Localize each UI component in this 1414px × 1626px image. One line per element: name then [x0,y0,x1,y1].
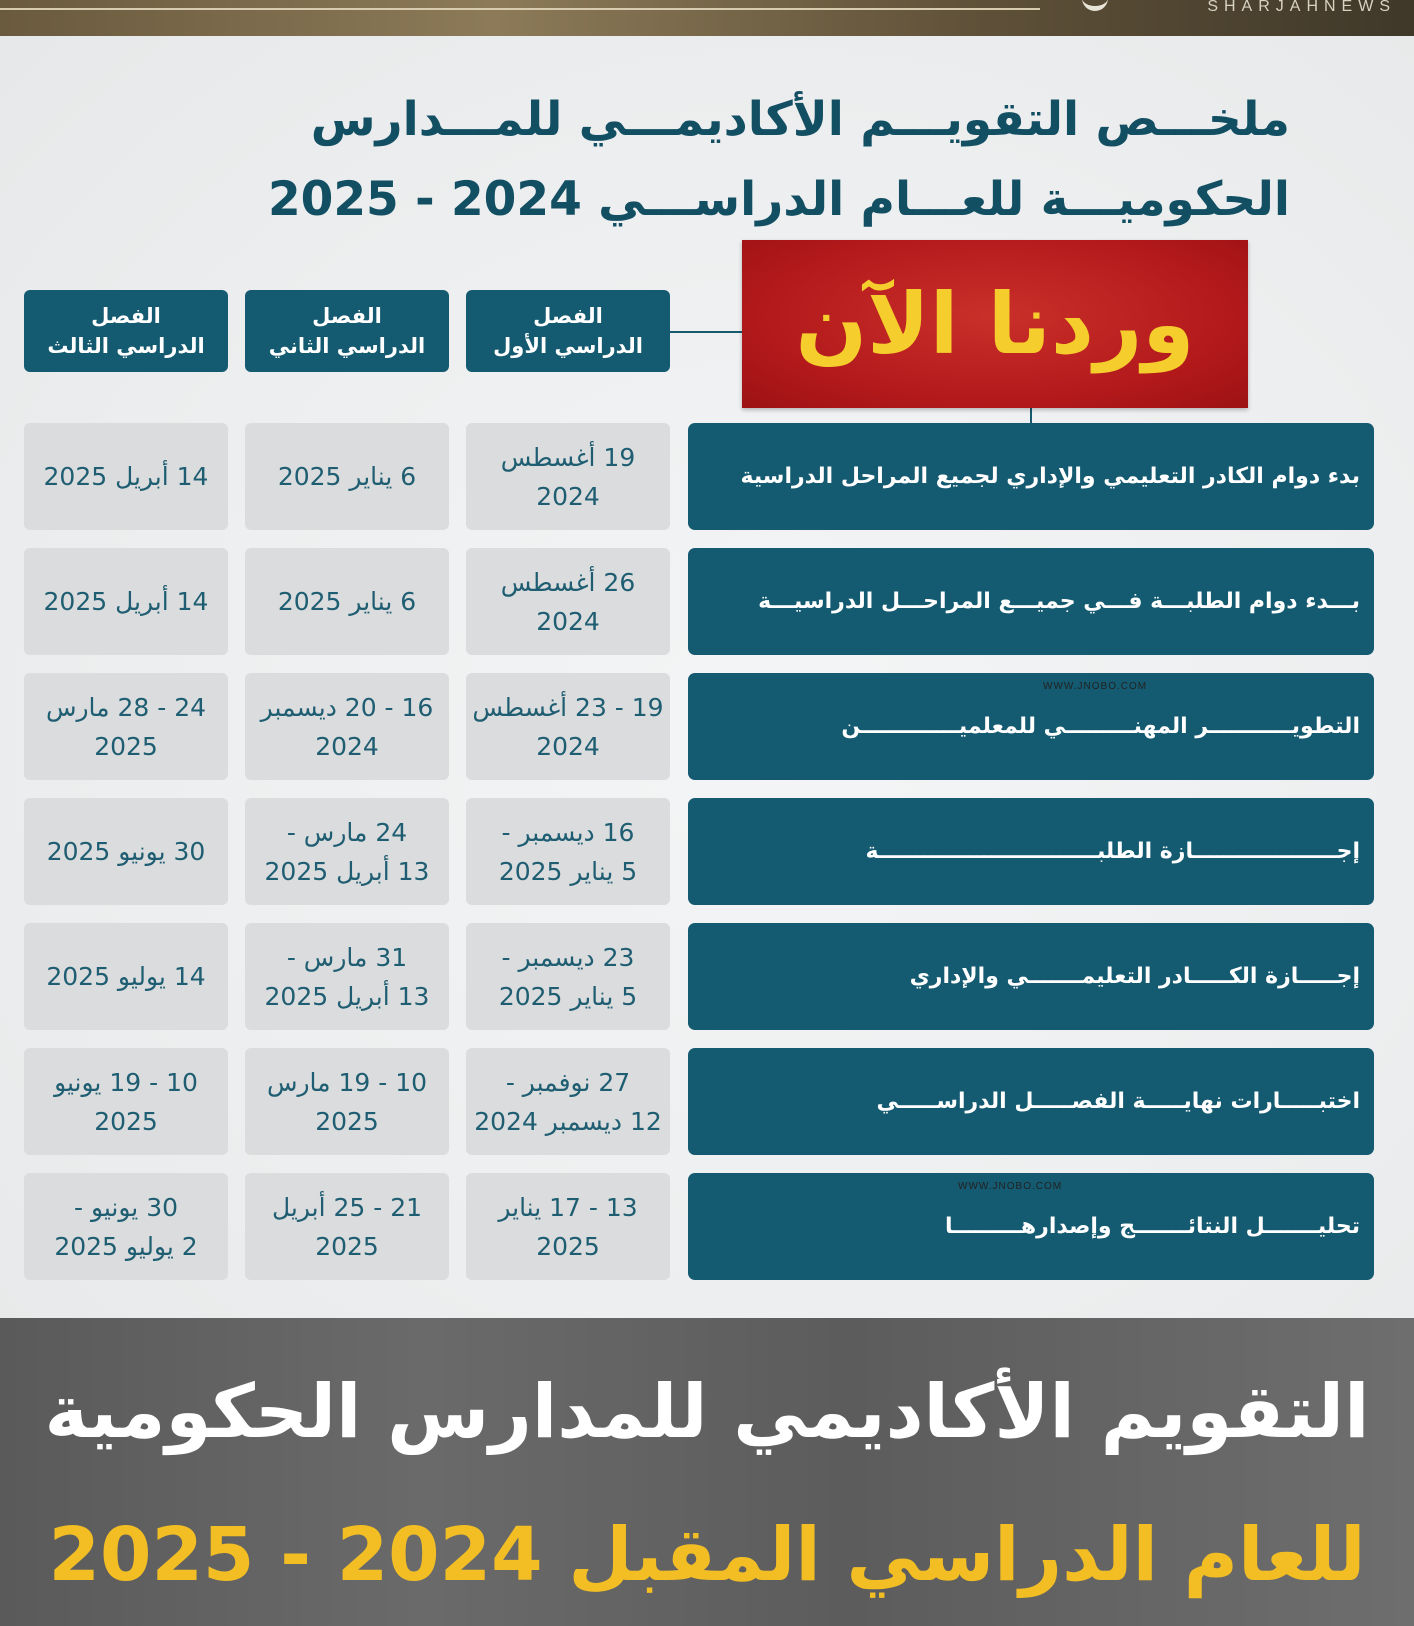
row-label: بدء دوام الكادر التعليمي والإداري لجميع المراحل الدراسية [688,423,1374,530]
cell-line: 14 أبريل 2025 [43,587,209,616]
cell-line: 27 نوفمبر - [505,1067,631,1097]
table-cell [245,1173,449,1280]
cell-line: 10 - 19 مارس [266,1067,428,1097]
cell-line: 10 - 19 يونيو [54,1067,198,1097]
cell-line: 2025 [315,1106,379,1136]
watermark: WWW.JNOBO.COM [958,1181,1063,1192]
term-header-line: الدراسي الثالث [47,334,205,358]
table-cell [24,1173,228,1280]
cell-line: 2024 [536,481,600,511]
page-title-line1: ملخـــص التقويـــم الأكاديمـــي للمـــدارس [310,92,1290,147]
cell-line: 2024 [315,731,379,761]
page-title-line2: الحكوميـــة للعـــام الدراســـي 2024 - 2025 [267,172,1290,227]
cell-line: 14 أبريل 2025 [43,462,209,491]
cell-line: 24 - 28 مارس [45,692,207,722]
footer-headline: التقويم الأكاديمي للمدارس الحكومية [44,1369,1370,1455]
row-label: إجـــــــــــــــــــازة الطلبـــــــــــــــــــــــــــــة [688,798,1374,905]
cell-line: 13 أبريل 2025 [264,856,430,886]
cell-line: 5 يناير 2025 [498,981,638,1011]
term-header-line: الدراسي الثاني [268,334,426,358]
term-header-third [24,290,228,372]
cell-line: 5 يناير 2025 [498,856,638,886]
table-cell [24,673,228,780]
table-cell [466,1048,670,1155]
breaking-news-label: وردنا الآن [795,275,1195,373]
cell-line: 21 - 25 أبريل [271,1192,423,1222]
table-cell [24,1048,228,1155]
row-label: إجـــــازة الكـــــادر التعليمـــــــي والإداري [688,923,1374,1030]
cell-line: 12 ديسمبر 2024 [474,1106,662,1136]
cell-line: 19 - 23 أغسطس [472,692,664,722]
cell-line: 2025 [315,1231,379,1261]
cell-line: 30 يونيو 2025 [46,837,206,866]
table-cell [245,423,449,530]
breaking-news-badge [742,240,1248,408]
table-cell [466,673,670,780]
cell-line: 16 - 20 ديسمبر [260,692,434,722]
cell-line: 23 ديسمبر - [501,942,635,972]
table-cell [24,923,228,1030]
cell-line: 2025 [536,1231,600,1261]
cell-line: 2 يوليو 2025 [54,1231,198,1261]
term-header-line: الفصل [533,304,603,328]
row-label: تحليـــــــل النتائـــــــج وإصدارهـــــــــا [688,1173,1374,1280]
table-cell [24,548,228,655]
table-cell [245,923,449,1030]
cell-line: 2024 [536,731,600,761]
cell-line: 30 يونيو - [73,1192,179,1222]
table-cell [245,673,449,780]
table-cell [466,1173,670,1280]
table-cell [466,798,670,905]
cell-line: 26 أغسطس [500,567,636,597]
cell-line: 2025 [94,731,158,761]
term-header-line: الفصل [312,304,382,328]
row-label: بـــدء دوام الطلبـــة فـــي جميـــع المراحـــل الدراسيـــة [688,548,1374,655]
cell-line: 13 أبريل 2025 [264,981,430,1011]
connector-line [1030,408,1032,424]
table-cell [466,548,670,655]
table-cell [466,423,670,530]
row-label: اختبـــــارات نهايـــــة الفصـــــل الدراســـــي [688,1048,1374,1155]
watermark: WWW.JNOBO.COM [1043,681,1148,692]
cell-line: 2025 [94,1106,158,1136]
table-cell [24,423,228,530]
cell-line: 6 يناير 2025 [277,462,417,491]
term-header-line: الفصل [91,304,161,328]
cell-line: 2024 [536,606,600,636]
top-banner [0,0,1414,36]
connector-line [670,331,742,333]
cell-line: 19 أغسطس [500,442,636,472]
cell-line: 24 مارس - [286,817,408,847]
sharjah-news-logo-icon [1082,0,1108,11]
term-header-line: الدراسي الأول [493,334,643,358]
table-cell [245,798,449,905]
table-cell [466,923,670,1030]
brand-name: SHARJAHNEWS [1207,0,1396,15]
cell-line: 14 يوليو 2025 [46,962,206,991]
footer-subheadline: للعام الدراسي المقبل 2024 - 2025 [48,1512,1366,1598]
table-cell [245,1048,449,1155]
term-header-second [245,290,449,372]
cell-line: 31 مارس - [286,942,408,972]
table-cell [245,548,449,655]
banner-rule [0,8,1040,10]
table-cell [24,798,228,905]
row-label: التطويـــــــــــر المهنـــــــــي للمعلميـــــــــــــن [688,673,1374,780]
cell-line: 13 - 17 يناير [498,1192,638,1222]
cell-line: 16 ديسمبر - [501,817,635,847]
term-header-first [466,290,670,372]
cell-line: 6 يناير 2025 [277,587,417,616]
